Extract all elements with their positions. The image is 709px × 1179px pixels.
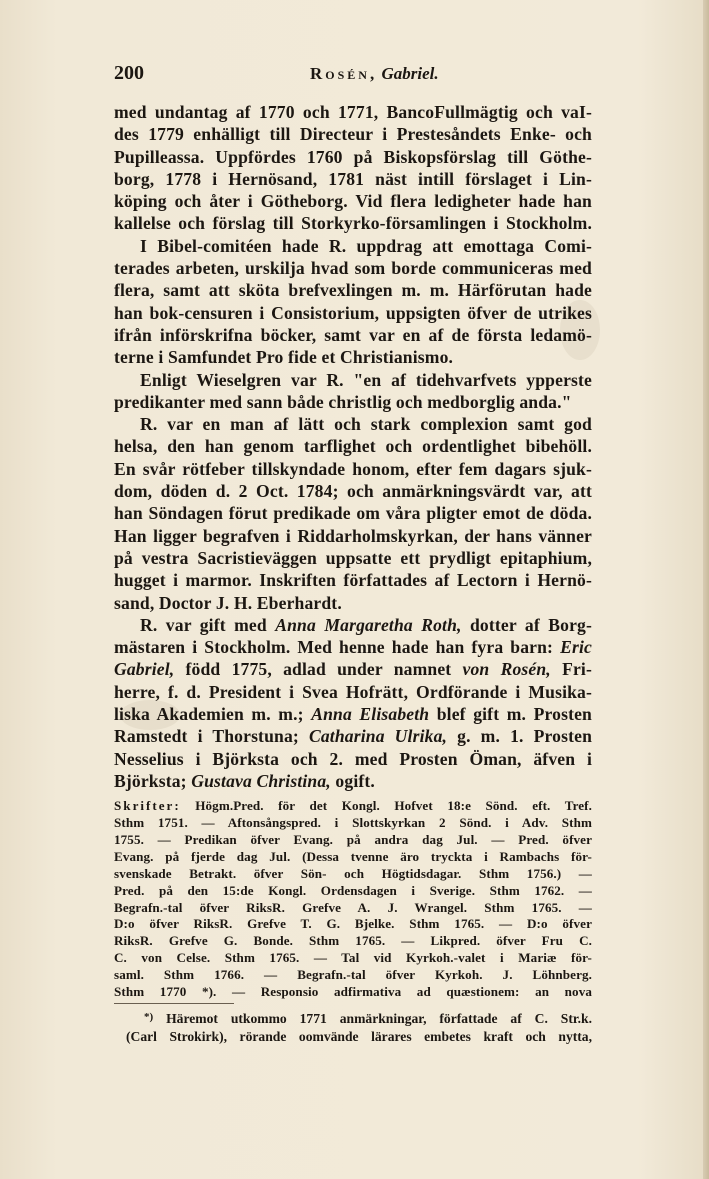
writings-line: D:o öfver RiksR. Grefve T. G. Bjelke. Sthm 1765. — D:o öfver (114, 916, 592, 932)
text-line: med undantag af 1770 och 1771, BancoFullmägtig och vaI- (114, 102, 592, 122)
text-line: des 1779 enhälligt till Directeur i Prestesåndets Enke- och (114, 124, 592, 145)
text-segment: Ramstedt i Thorstuna; (114, 726, 299, 747)
text-segment: mästaren i Stockholm. Med henne hade han fyra barn: (114, 637, 554, 658)
writings-line: Pred. på den 15:de Kongl. Ordensdagen i Sverige. Sthm 1762. — (114, 882, 592, 898)
text-line (114, 703, 592, 725)
footnote (126, 1008, 592, 1046)
text-segment: blef gift m. Prosten (436, 704, 592, 725)
writings-line: Begrafn.-tal öfver RiksR. Grefve A. J. Wrangel. Sthm 1765. — (114, 899, 592, 915)
footnote-line (126, 1008, 592, 1027)
text-line (114, 770, 592, 792)
text-line: I Bibel-comitéen hade R. uppdrag att emottaga Comi- (140, 235, 592, 256)
writings-line: RiksR. Grefve G. Bonde. Sthm 1765. — Likpred. öfver Fru C. (114, 933, 592, 949)
person-name: Eric (560, 637, 592, 658)
text-line: borg, 1778 i Hernösand, 1781 näst intill förslaget i Lin- (114, 168, 592, 189)
text-line: Han ligger begrafven i Riddarholmskyrkan, der hans vänner (114, 525, 592, 546)
text-line: terades arbeten, urskilja hvad som borde communiceras med (114, 258, 592, 279)
text-line: En svår rötfeber tillskyndade honom, efter fem dagars sjuk- (114, 458, 592, 479)
person-name: Catharina Ulrika, (308, 726, 448, 747)
text-segment: dotter af Borg- (470, 614, 592, 635)
running-head-given-name: Gabriel. (381, 64, 439, 83)
writings-label: Skrifter: (114, 798, 181, 814)
text-line (114, 658, 592, 680)
text-line: Nesselius i Björksta och 2. med Prosten Öman, äfven i (114, 748, 592, 769)
text-line: R. var en man af lätt och stark complexion samt god (140, 414, 592, 435)
text-line: flera, samt att sköta brefvexlingen m. m. Härförutan hade (114, 280, 592, 301)
text-line: predikanter med sann både christlig och medborglig anda." (114, 391, 572, 412)
writings-line: Sthm 1770 *). — Responsio adfirmativa ad quæstionem: an nova (114, 984, 592, 999)
text-line: herre, f. d. President i Svea Hofrätt, Ordförande i Musika- (114, 681, 592, 702)
text-segment: R. var gift med (140, 614, 267, 635)
running-head (310, 64, 439, 84)
text-segment: liska Akademien m. m.; (114, 704, 304, 725)
text-line: sand, Doctor J. H. Eberhardt. (114, 592, 342, 613)
text-line: Enligt Wieselgren var R. "en af tidehvarfvets ypperste (140, 369, 592, 390)
person-name: Gustava Christina, (191, 770, 331, 791)
text-line: han Söndagen förut predikade om våra pligter emot de döda. (114, 503, 592, 524)
text-line: han bok-censuren i Consistorium, uppsigten öfver de utrikes (114, 302, 592, 323)
writings-line: saml. Sthm 1766. — Begrafn.-tal öfver Kyrkoh. J. Löhnberg. (114, 967, 592, 983)
text-line: Pupilleassa. Uppfördes 1760 på Biskopsförslag till Göthe- (114, 146, 592, 167)
writings-line: 1755. — Predikan öfver Evang. på andra dag Jul. — Pred. öfver (114, 831, 592, 847)
text-segment: ogift. (335, 770, 375, 791)
person-name: Anna Elisabeth (311, 704, 430, 725)
text-line: terne i Samfundet Pro fide et Christianismo. (114, 347, 454, 368)
text-segment: Björksta; (114, 770, 187, 791)
footnote-line: (Carl Strokirk), rörande oomvände lärares embetes kraft och nytta, (126, 1029, 592, 1044)
writings-text: Högm.Pred. för det Kongl. Hofvet 18:e Sönd. eft. Tref. (195, 798, 592, 814)
writings-line (114, 798, 592, 815)
writings-line: svenskade Betrakt. öfver Sön- och Högtidsdagar. Sthm 1756.) — (114, 865, 592, 881)
person-name: Gabriel, (114, 659, 175, 680)
text-line (114, 725, 592, 747)
page-number: 200 (114, 62, 144, 84)
text-line: ifrån införskrifna böcker, samt var en af de första ledamö- (114, 324, 592, 345)
writings-section (114, 798, 592, 1001)
page-header (114, 62, 590, 90)
text-segment: Fri- (562, 659, 592, 680)
text-segment: g. m. 1. Prosten (457, 726, 593, 747)
footnote-text: Häremot utkommo 1771 anmärkningar, författade af C. Str.k. (166, 1011, 593, 1026)
main-text (114, 101, 592, 1001)
person-name: Anna Margaretha Roth, (275, 614, 462, 635)
text-line (114, 614, 592, 636)
text-line: på vestra Sacristieväggen uppsatte ett prydligt epitaphium, (114, 547, 592, 568)
writings-line: C. von Celse. Sthm 1765. — Tal vid Kyrkoh.-valet i Mariæ för- (114, 950, 592, 966)
text-line: hugget i marmor. Inskriften författades af Lectorn i Hernö- (114, 570, 592, 591)
page-edge (703, 0, 709, 1179)
text-segment: född 1775, adlad under namnet (185, 659, 452, 680)
person-name: von Rosén, (462, 659, 551, 680)
writings-line: Evang. på fjerde dag Jul. (Dessa tvenne äro tryckta i Rambachs för- (114, 848, 592, 864)
text-line: köping och åter i Götheborg. Vid flera ledigheter hade han (114, 191, 592, 212)
writings-line: Sthm 1751. — Aftonsångspred. i Slottskyrkan 2 Sönd. i Adv. Sthm (114, 815, 592, 831)
text-line: kallelse och förslag till Storkyrko-församlingen i Stockholm. (114, 213, 592, 234)
running-head-surname: Rosén, (310, 64, 378, 83)
text-line (114, 636, 592, 658)
footnote-divider (114, 1003, 234, 1004)
text-line: helsa, den han genom tarflighet och ordentlighet bibehöll. (114, 436, 592, 457)
footnote-marker: *) (144, 1011, 154, 1023)
text-line: dom, döden d. 2 Oct. 1784; och anmärkningsvärdt var, att (114, 481, 592, 502)
